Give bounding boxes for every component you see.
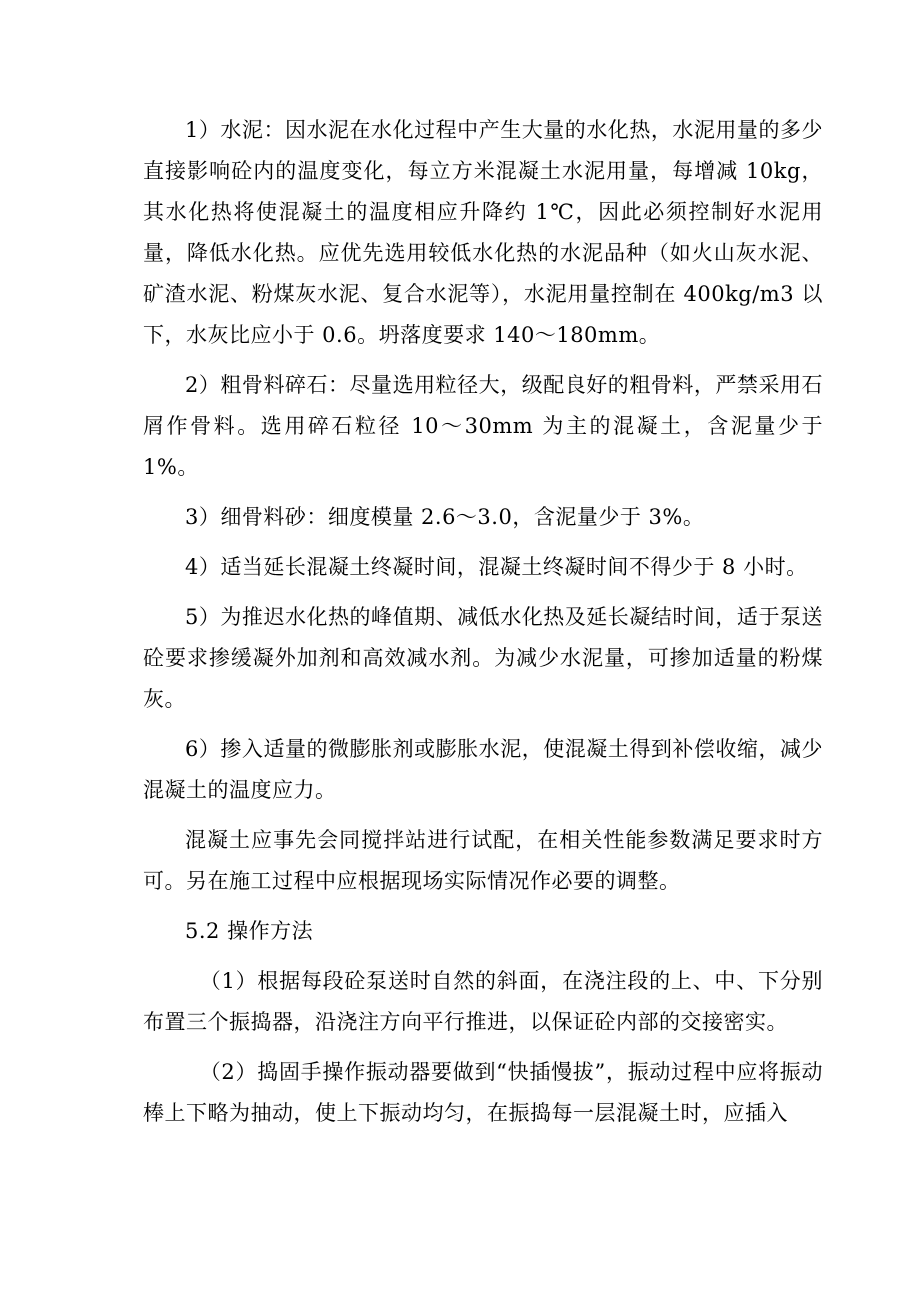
- paragraph-vibrator-layout: （1）根据每段砼泵送时自然的斜面，在浇注段的上、中、下分别布置三个振捣器，沿浇注方向平行推进，以保证砼内部的交接密实。: [143, 969, 823, 1034]
- paragraph-vibrator-operation: （2）捣固手操作振动器要做到“快插慢拔”，振动过程中应将振动棒上下略为抽动，使上下振动均匀，在振捣每一层混凝土时，应插入: [143, 1060, 823, 1125]
- section-heading-operation-method: 5.2 操作方法: [185, 919, 314, 943]
- paragraph-coarse-aggregate: 2）粗骨料碎石：尽量选用粒径大，级配良好的粗骨料，严禁采用石屑作骨料。选用碎石粒径 10～30mm 为主的混凝土，含泥量少于 1%。: [143, 373, 823, 479]
- paragraph-setting-time: 4）适当延长混凝土终凝时间，混凝土终凝时间不得少于 8 小时。: [185, 555, 808, 579]
- paragraph-cement: 1）水泥：因水泥在水化过程中产生大量的水化热，水泥用量的多少直接影响砼内的温度变化，每立方米混凝土水泥用量，每增减 10kg，其水化热将使混凝土的温度相应升降约 1℃，因此必须控制好水泥用量，降低水化热。应优先选用较低水化热的水泥品种（如火山灰水泥、矿渣水泥、粉煤灰水泥、复合水泥等），水泥用量控制在 400kg/m3 以下，水灰比应小于 0.6。坍落度要求 140～180mm。: [143, 118, 823, 347]
- paragraph-trial-mix: 混凝土应事先会同搅拌站进行试配，在相关性能参数满足要求时方可。另在施工过程中应根据现场实际情况作必要的调整。: [143, 828, 823, 893]
- paragraph-admixtures: 5）为推迟水化热的峰值期、减低水化热及延长凝结时间，适于泵送砼要求掺缓凝外加剂和高效减水剂。为减少水泥量，可掺加适量的粉煤灰。: [143, 605, 823, 711]
- paragraph-fine-aggregate: 3）细骨料砂：细度模量 2.6～3.0，含泥量少于 3%。: [185, 505, 705, 529]
- paragraph-expansion-agent: 6）掺入适量的微膨胀剂或膨胀水泥，使混凝土得到补偿收缩，减少混凝土的温度应力。: [143, 737, 823, 802]
- document-body: [143, 110, 823, 1134]
